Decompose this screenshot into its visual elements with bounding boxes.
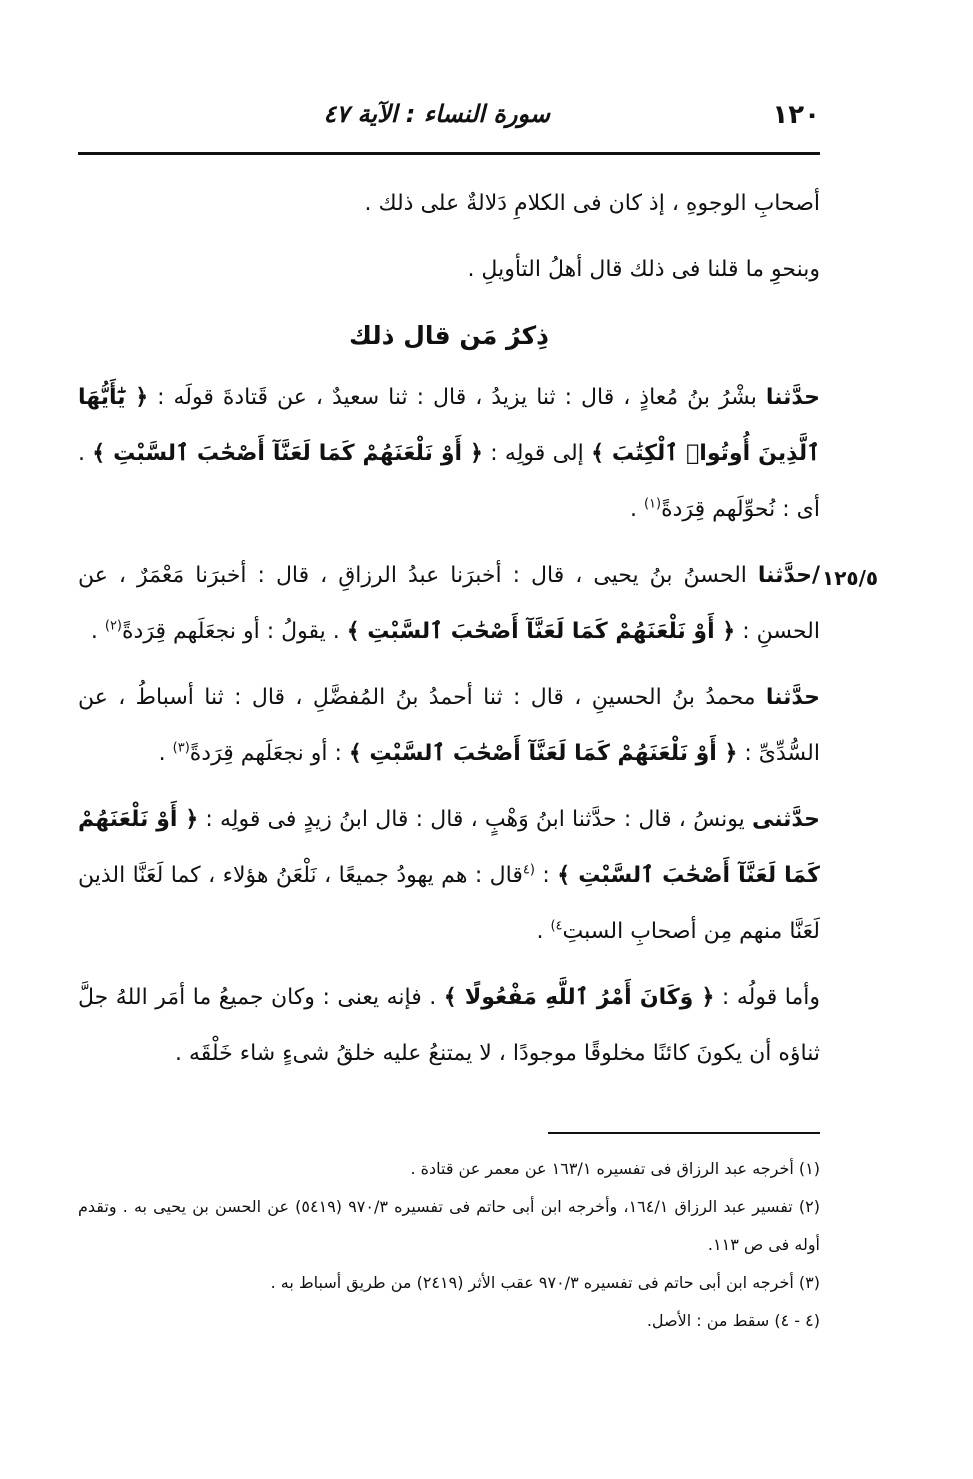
footnote-ref: ٤)	[550, 918, 563, 934]
text-segment: يونسُ ، قال : حدَّثنا ابنُ وَهْبٍ ، قال : قال ابنُ زيدٍ فى قولِه :	[198, 807, 752, 832]
quran-quote: ﴿ أَوْ نَلْعَنَهُمْ كَمَا لَعَنَّآ أَصْحَٰبَ ٱلسَّبْتِ ﴾	[348, 741, 738, 766]
footnote-rule	[548, 1132, 820, 1134]
text-segment: محمدُ بنُ الحسينِ ، قال : ثنا أحمدُ بنُ المُفضَّلِ ، قال : ثنا أسباطُ ، عن السُّدِّىِّ :	[78, 685, 820, 766]
text-segment: .	[536, 919, 551, 944]
paragraph-7	[78, 970, 820, 1082]
narration-lead: /حدَّثنا	[757, 563, 820, 588]
footnotes	[78, 1150, 820, 1340]
paragraph-1: أصحابِ الوجوهِ ، إذ كان فى الكلامِ دَلالةٌ على ذلك .	[364, 191, 820, 216]
paragraph-3	[78, 370, 820, 538]
paragraph-4	[78, 548, 820, 660]
quran-quote: ﴿ أَوْ نَلْعَنَهُمْ كَمَا لَعَنَّآ أَصْحَٰبَ ٱلسَّبْتِ ﴾	[92, 441, 483, 466]
quran-quote: ﴿ يَٰٓأَيُّهَا ٱلَّذِينَ أُوتُوا۟ ٱلْكِتَٰبَ ﴾	[78, 385, 820, 466]
text-segment: . فإنه يعنى : وكان جميعُ ما أمَر اللهُ جلَّ ثناؤه أن يكونَ كائنًا مخلوقًا موجودًا ، لا يمتنعُ عليه خلقُ شىءٍ شاء خَلْقَه .	[78, 985, 820, 1066]
text-segment: .	[158, 741, 173, 766]
running-head: سورة النساء : الآية ٤٧	[323, 100, 550, 128]
text-segment: قال : هم يهودُ جميعًا ، نَلْعَنُ هؤلاء ، كما لَعَنَّا الذين لَعَنَّا منهم مِن أصحابِ السبتِ	[78, 863, 820, 944]
section-heading: ذِكرُ مَن قال ذلك	[349, 321, 549, 350]
page-header	[78, 100, 820, 140]
footnote-ref: (١)	[643, 496, 662, 512]
page-number: ١٢٠	[772, 100, 820, 130]
footnote-2: (٢) تفسير عبد الرزاق ١٦٤/١، وأخرجه ابن أبى حاتم فى تفسيره ٩٧٠/٣ (٥٤١٩) عن الحسن بن يحيى به . وتقدم أوله فى ص ١١٣.	[78, 1197, 821, 1254]
quran-quote: ﴿ أَوْ نَلْعَنَهُمْ كَمَا لَعَنَّآ أَصْحَٰبَ ٱلسَّبْتِ ﴾	[346, 619, 736, 644]
main-text	[78, 176, 820, 1092]
text-segment: إلى قولِه :	[482, 441, 592, 466]
text-segment: .	[629, 497, 644, 522]
header-rule	[78, 152, 820, 155]
text-segment: . يقولُ : أو نجعَلَهم قِرَدةً	[122, 619, 347, 644]
footnote-ref: (٢)	[104, 618, 122, 634]
paragraph-6	[78, 792, 820, 960]
text-segment: : أو نجعَلَهم قِرَدةً	[189, 741, 349, 766]
narration-lead: حدَّثنى	[751, 807, 820, 832]
footnote-1: (١) أخرجه عبد الرزاق فى تفسيره ١٦٣/١ عن معمر عن قتادة .	[410, 1159, 820, 1178]
footnote-4: (٤ - ٤) سقط من : الأصل.	[646, 1311, 820, 1330]
text-segment: الحسنُ بنُ يحيى ، قال : أخبرَنا عبدُ الرزاقِ ، قال : أخبرَنا مَعْمَرٌ ، عن الحسنِ :	[78, 563, 820, 644]
text-segment: :	[534, 863, 558, 888]
quran-quote: ﴿ وَكَانَ أَمْرُ ٱللَّهِ مَفْعُولًا ﴾	[443, 985, 715, 1010]
quran-quote: ﴿ أَوْ نَلْعَنَهُمْ كَمَا لَعَنَّآ أَصْحَٰبَ ٱلسَّبْتِ ﴾	[78, 807, 820, 888]
paragraph-5	[78, 670, 820, 782]
text-segment: . أى : نُحوِّلَهم قِرَدةً	[78, 441, 820, 522]
paragraph-2: وبنحوِ ما قلنا فى ذلك قال أهلُ التأويلِ .	[467, 257, 820, 282]
text-segment: بشْرُ بنُ مُعاذٍ ، قال : ثنا يزيدُ ، قال : ثنا سعيدٌ ، عن قَتادةَ قولَه :	[148, 385, 766, 410]
margin-reference: ١٢٥/٥	[822, 566, 879, 590]
text-segment: .	[90, 619, 105, 644]
footnote-3: (٣) أخرجه ابن أبى حاتم فى تفسيره ٩٧٠/٣ عقب الأثر (٢٤١٩) من طريق أسباط به .	[270, 1273, 820, 1292]
narration-lead: حدَّثنا	[765, 685, 820, 710]
text-segment: وأما قولُه :	[714, 985, 820, 1010]
footnote-ref: (٤	[522, 862, 535, 878]
footnote-ref: (٣)	[172, 740, 190, 756]
narration-lead: حدَّثنا	[765, 385, 820, 410]
